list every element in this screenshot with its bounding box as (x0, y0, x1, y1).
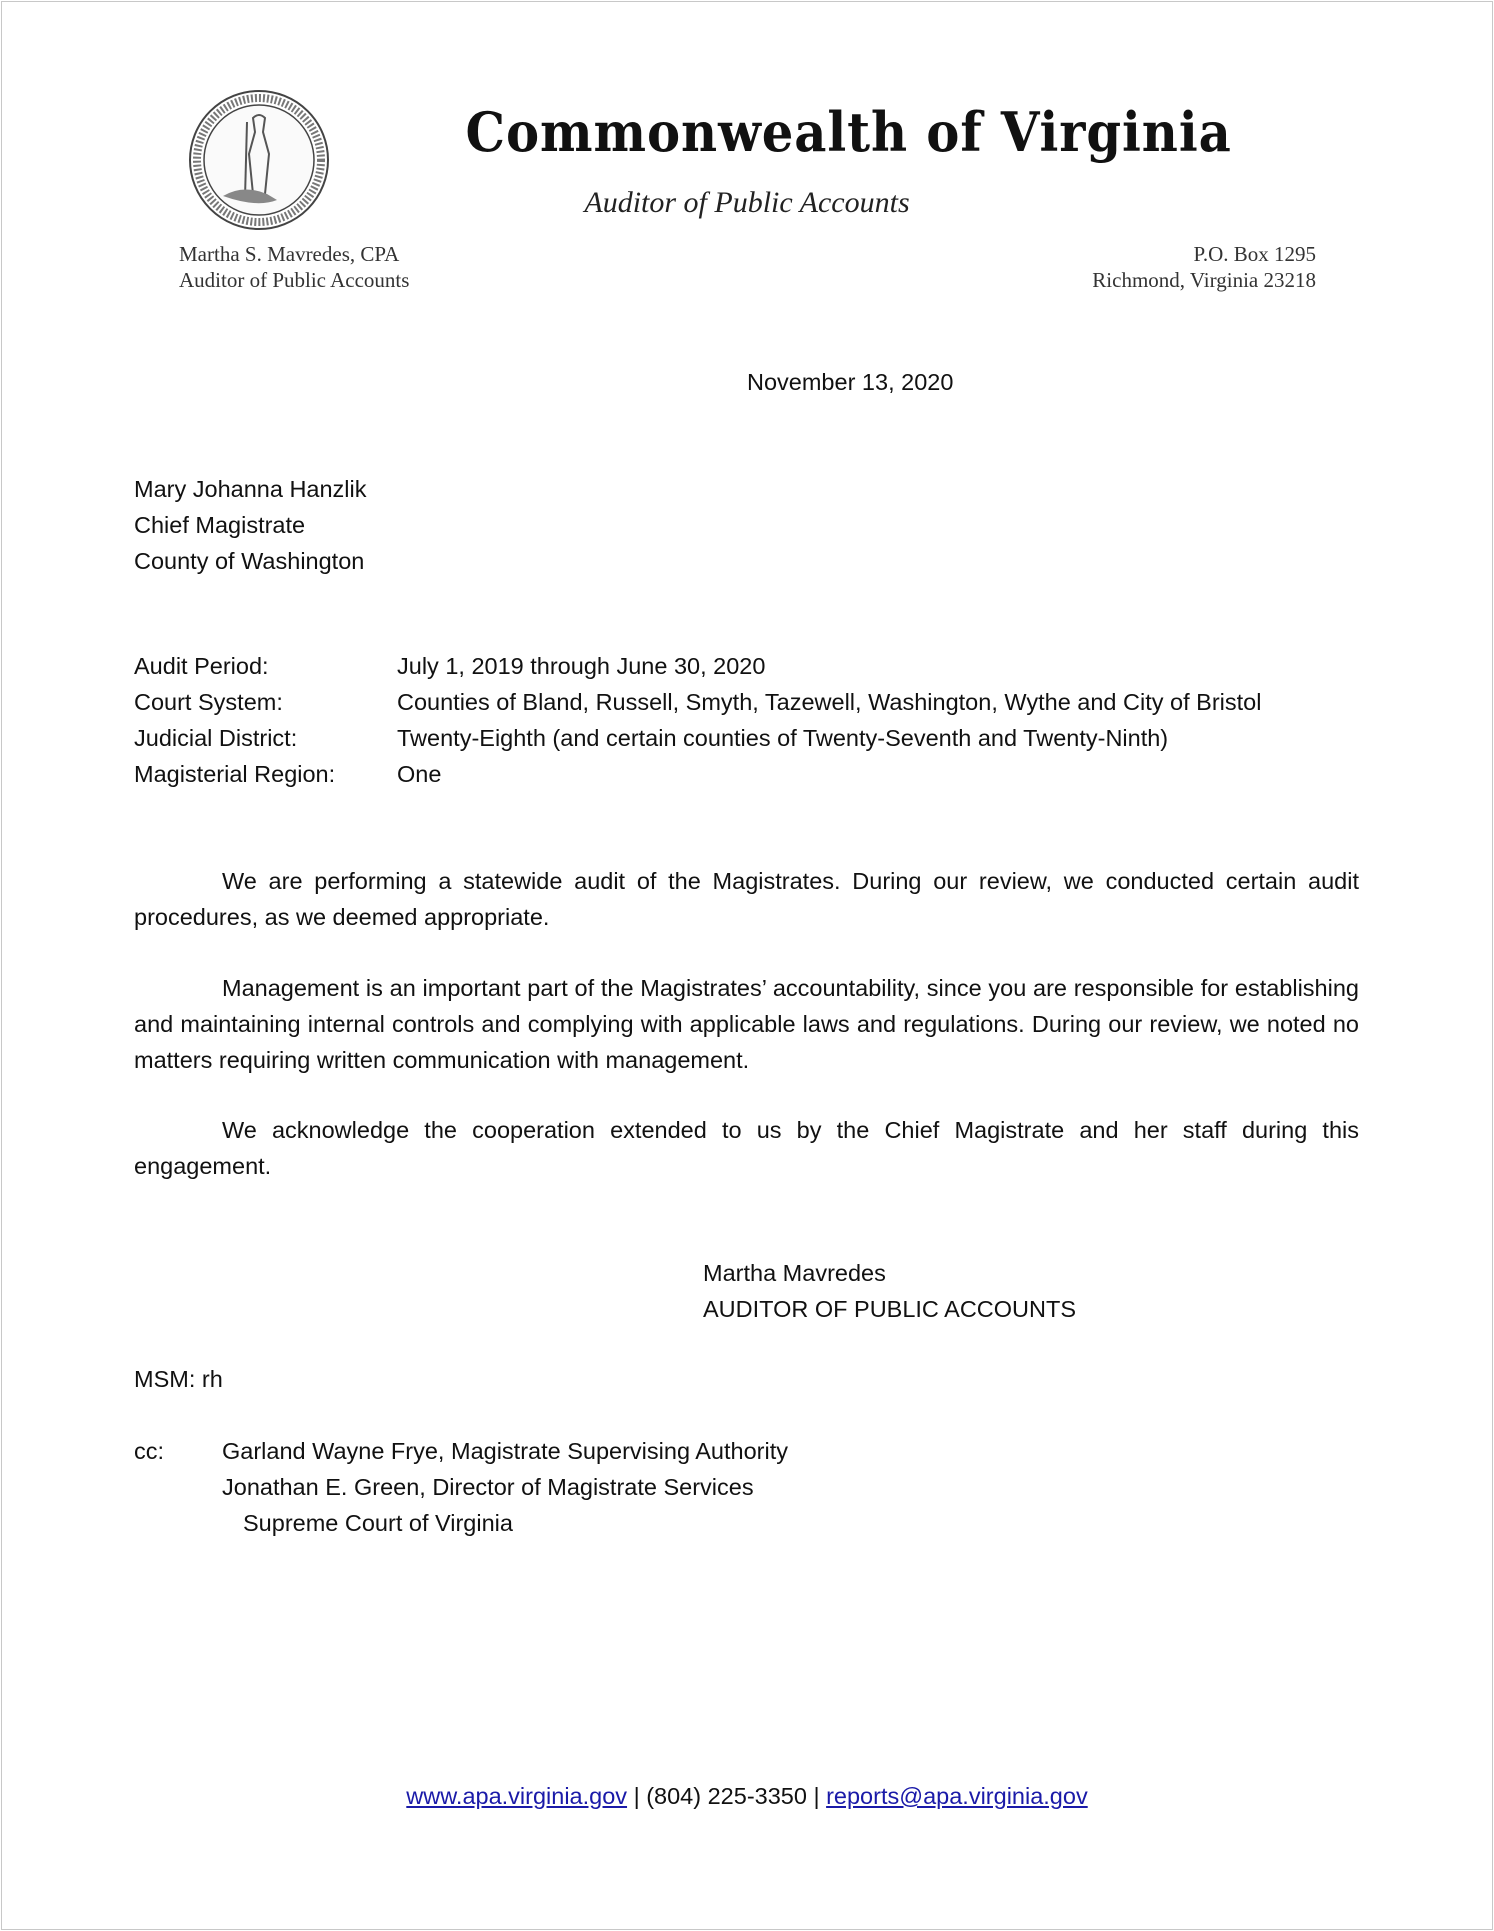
cc-label: cc: (134, 1438, 165, 1464)
city-address: Richmond, Virginia 23218 (1092, 268, 1316, 292)
cc-line-2: Jonathan E. Green, Director of Magistrate Services (222, 1474, 754, 1500)
initials: MSM: rh (134, 1366, 223, 1392)
footer-separator: | (633, 1783, 640, 1809)
signer-name: Martha Mavredes (703, 1260, 886, 1286)
judicial-district-value: Twenty-Eighth (and certain counties of Twenty-Seventh and Twenty-Ninth) (397, 725, 1169, 751)
cc-line-3: Supreme Court of Virginia (243, 1510, 513, 1536)
phone-number: (804) 225-3350 (646, 1783, 807, 1809)
magisterial-region-label: Magisterial Region: (134, 761, 336, 787)
recipient-county: County of Washington (134, 548, 365, 574)
signer-title: AUDITOR OF PUBLIC ACCOUNTS (703, 1296, 1077, 1322)
letterhead-right (1092, 241, 1316, 293)
letterhead-title: Commonwealth of Virginia (465, 100, 1232, 164)
footer-separator: | (813, 1783, 820, 1809)
auditor-name: Martha S. Mavredes, CPA (179, 242, 400, 266)
cc-line-1: Garland Wayne Frye, Magistrate Supervising Authority (222, 1438, 788, 1464)
signature-block (703, 1255, 1076, 1327)
email-link[interactable]: reports@apa.virginia.gov (826, 1783, 1088, 1809)
court-system-value: Counties of Bland, Russell, Smyth, Tazewell, Washington, Wythe and City of Bristol (397, 689, 1262, 715)
letterhead-subtitle: Auditor of Public Accounts (584, 186, 910, 219)
auditor-title: Auditor of Public Accounts (179, 268, 410, 292)
virginia-seal-icon (187, 88, 331, 232)
audit-period-value: July 1, 2019 through June 30, 2020 (397, 653, 766, 679)
recipient-name: Mary Johanna Hanzlik (134, 476, 367, 502)
footer (0, 1778, 1494, 1814)
paragraph-3: We acknowledge the cooperation extended to us by the Chief Magistrate and her staff during this engagement. (134, 1117, 1359, 1179)
letter-date: November 13, 2020 (747, 369, 954, 395)
magisterial-region-value: One (397, 761, 442, 787)
paragraph-1: We are performing a statewide audit of the Magistrates. During our review, we conducted certain audit procedures, as we deemed appropriate. (134, 868, 1359, 930)
po-box: P.O. Box 1295 (1193, 242, 1316, 266)
recipient-title: Chief Magistrate (134, 512, 306, 538)
court-system-label: Court System: (134, 689, 283, 715)
audit-period-label: Audit Period: (134, 653, 269, 679)
paragraph-2: Management is an important part of the Magistrates’ accountability, since you are responsible for establishing and maintaining internal controls and complying with applicable laws and regulations. During our review, we noted no matters requiring written communication with management. (134, 975, 1359, 1073)
letterhead-left (179, 241, 409, 293)
recipient-block (134, 471, 367, 579)
website-link[interactable]: www.apa.virginia.gov (406, 1783, 628, 1809)
judicial-district-label: Judicial District: (134, 725, 298, 751)
